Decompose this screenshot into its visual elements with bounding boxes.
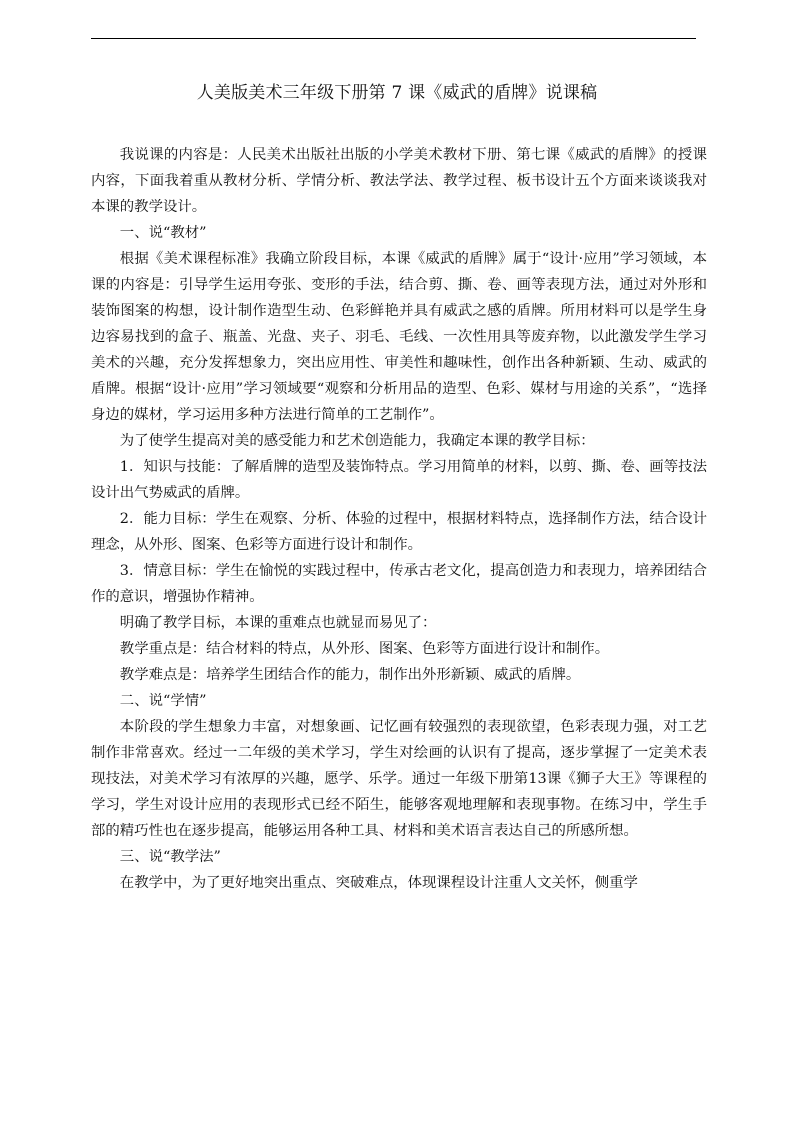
- paragraph-difficulty: 教学难点是：培养学生团结合作的能力，制作出外形新颖、威武的盾牌。: [119, 667, 581, 683]
- paragraph-key-points-intro: 明确了教学目标，本课的重难点也就显而易见了：: [119, 615, 437, 631]
- paragraph-students: 本阶段的学生想象力丰富，对想象画、记忆画有较强烈的表现欲望，色彩表现力强，对工艺制作非常喜欢。经过一二年级的美术学习，学生对绘画的认识有了提高，逐步掌握了一定美术表现技法，对美术学习有浓厚的兴趣，愿学、乐学。通过一年级下册第13课《狮子大王》等课程的学习，学生对设计应用的表现形式已经不陌生，能够客观地理解和表现事物。在练习中，学生手部的精巧性也在逐步提高，能够运用各种工具、材料和美术语言表达自己的所感所想。: [91, 719, 707, 839]
- document-body: [91, 142, 707, 896]
- paragraph-textbook: 根据《美术课程标准》我确立阶段目标，本课《威武的盾牌》属于“设计·应用”学习领域，本课的内容是：引导学生运用夸张、变形的手法，结合剪、撕、卷、画等表现方法，通过对外形和装饰图案的构想，设计制作造型生动、色彩鲜艳并具有威武之感的盾牌。所用材料可以是学生身边容易找到的盒子、瓶盖、光盘、夹子、羽毛、毛线、一次性用具等废弃物，以此激发学生学习美术的兴趣，充分发挥想象力，突出应用性、审美性和趣味性，创作出各种新颖、生动、威武的盾牌。根据“设计·应用”学习领域要“观察和分析用品的造型、色彩、媒材与用途的关系”，“选择身边的媒材，学习运用多种方法进行简单的工艺制作”。: [91, 251, 707, 423]
- section-heading-textbook: 一、说“教材”: [119, 225, 207, 241]
- paragraph-goals-intro: 为了使学生提高对美的感受能力和艺术创造能力，我确定本课的教学目标：: [119, 433, 595, 449]
- paragraph-goal-knowledge: 1．知识与技能：了解盾牌的造型及装饰特点。学习用简单的材料，以剪、撕、卷、画等技法设计出气势威武的盾牌。: [91, 459, 707, 501]
- paragraph-intro: 我说课的内容是：人民美术出版社出版的小学美术教材下册、第七课《威武的盾牌》的授课内容，下面我着重从教材分析、学情分析、教法学法、教学过程、板书设计五个方面来谈谈我对本课的教学设计。: [91, 147, 707, 215]
- section-heading-methods: 三、说“教学法”: [119, 849, 221, 865]
- paragraph-key-point: 教学重点是：结合材料的特点，从外形、图案、色彩等方面进行设计和制作。: [119, 641, 610, 657]
- page-title: 人美版美术三年级下册第 7 课《威武的盾牌》说课稿: [196, 83, 598, 103]
- header-rule: [91, 38, 696, 39]
- paragraph-methods: 在教学中，为了更好地突出重点、突破难点，体现课程设计注重人文关怀，侧重学: [119, 875, 638, 891]
- section-heading-students: 二、说“学情”: [119, 693, 207, 709]
- paragraph-goal-emotion: 3．情意目标：学生在愉悦的实践过程中，传承古老文化，提高创造力和表现力，培养团结合作的意识，增强协作精神。: [91, 563, 707, 605]
- paragraph-goal-ability: 2．能力目标：学生在观察、分析、体验的过程中，根据材料特点，选择制作方法，结合设计理念，从外形、图案、色彩等方面进行设计和制作。: [91, 511, 707, 553]
